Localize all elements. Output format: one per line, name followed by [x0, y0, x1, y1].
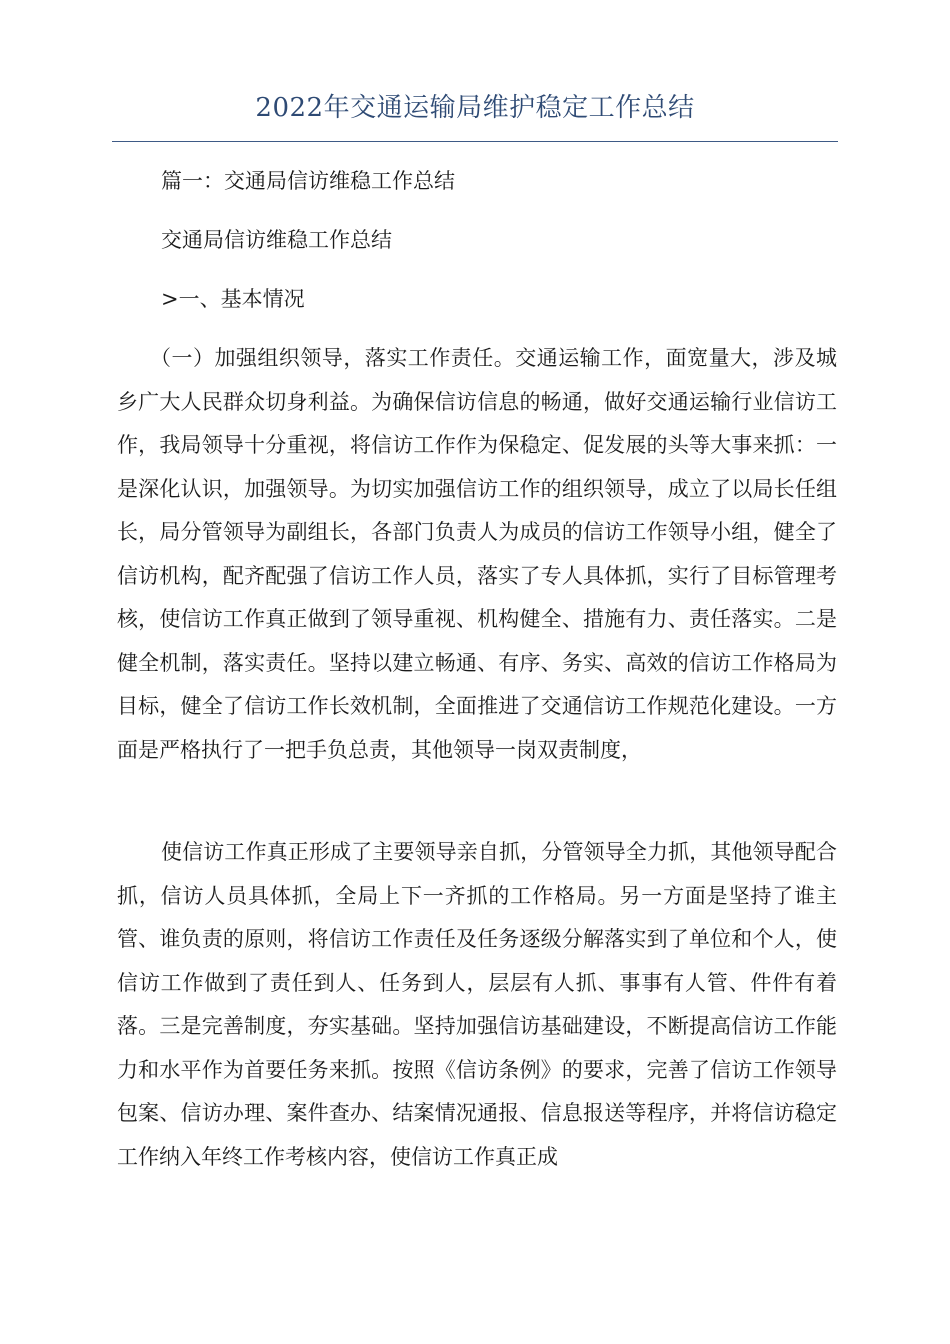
body-paragraph: 使信访工作真正形成了主要领导亲自抓，分管领导全力抓，其他领导配合抓，信访人员具体抓，全局上下一齐抓的工作格局。另一方面是坚持了谁主管、谁负责的原则，将信访工作责任及任务逐级分解落实到了单位和个人，使信访工作做到了责任到人、任务到人，层层有人抓、事事有人管、件件有着落。三是完善制度，夯实基础。坚持加强信访基础建设，不断提高信访工作能力和水平作为首要任务来抓。按照《信访条例》的要求，完善了信访工作领导包案、信访办理、案件查办、结案情况通报、信息报送等程序，并将信访稳定工作纳入年终工作考核内容，使信访工作真正成 — [117, 840, 837, 1169]
section-heading: >一、基本情况 — [161, 287, 305, 311]
document-title: 2022年交通运输局维护稳定工作总结 — [255, 93, 695, 123]
body-paragraph: （一）加强组织领导，落实工作责任。交通运输工作，面宽量大，涉及城乡广大人民群众切身利益。为确保信访信息的畅通，做好交通运输行业信访工作，我局领导十分重视，将信访工作作为保稳定、促发展的头等大事来抓：一是深化认识，加强领导。为切实加强信访工作的组织领导，成立了以局长任组长，局分管领导为副组长，各部门负责人为成员的信访工作领导小组，健全了信访机构，配齐配强了信访工作人员，落实了专人具体抓，实行了目标管理考核，使信访工作真正做到了领导重视、机构健全、措施有力、责任落实。二是健全机制，落实责任。坚持以建立畅通、有序、务实、高效的信访工作格局为目标，健全了信访工作长效机制，全面推进了交通信访工作规范化建设。一方面是严格执行了一把手负总责，其他领导一岗双责制度， — [117, 346, 837, 762]
document-subtitle: 交通局信访维稳工作总结 — [161, 228, 392, 252]
title-divider — [112, 141, 838, 142]
chapter-heading: 篇一：交通局信访维稳工作总结 — [161, 169, 455, 193]
